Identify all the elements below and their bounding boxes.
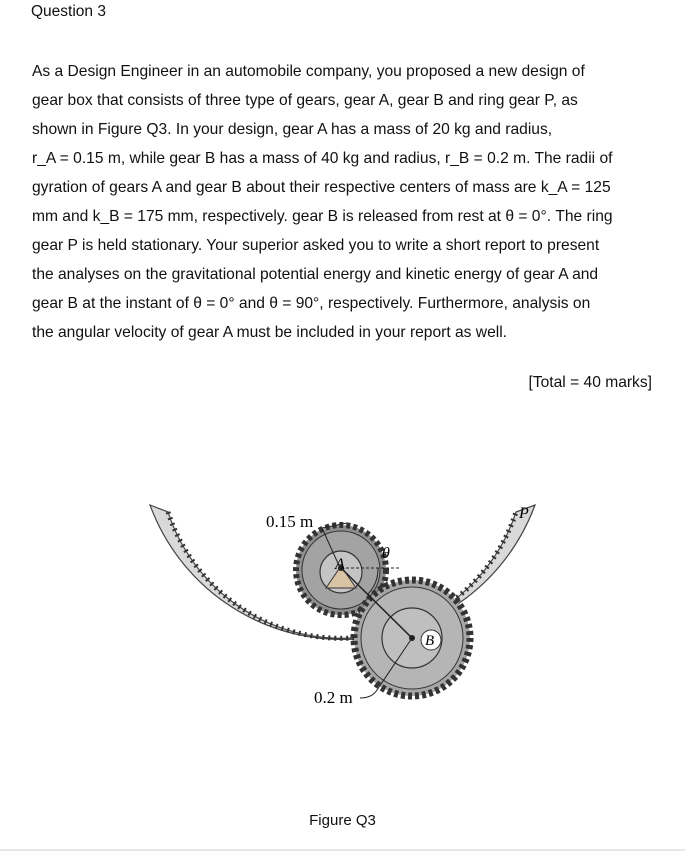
line-5: gyration of gears A and gear B about their respective centers of mass are k_A = 125: [32, 179, 611, 196]
line-9: gear B at the instant of θ = 0° and θ = 90°, respectively. Furthermore, analysis on: [32, 295, 591, 312]
gear-b-label: B: [425, 633, 435, 649]
line-3: shown in Figure Q3. In your design, gear A has a mass of 20 kg and radius,: [32, 121, 553, 138]
gear-a-label: A: [335, 556, 345, 573]
question-title: Question 3: [31, 3, 106, 20]
line-1: As a Design Engineer in an automobile company, you proposed a new design of: [32, 63, 585, 80]
divider: [0, 849, 685, 851]
line-4: r_A = 0.15 m, while gear B has a mass of 40 kg and radius, r_B = 0.2 m. The radii of: [32, 150, 613, 167]
radius-b-label: 0.2 m: [314, 688, 353, 707]
line-6: mm and k_B = 175 mm, respectively. gear B is released from rest at θ = 0°. The ring: [32, 208, 613, 225]
line-8: the analyses on the gravitational potential energy and kinetic energy of gear A and: [32, 266, 599, 283]
figure-caption: Figure Q3: [309, 812, 376, 829]
total-marks: [Total = 40 marks]: [528, 374, 652, 391]
radius-a-label: 0.15 m: [266, 512, 314, 531]
theta-label: θ: [382, 545, 390, 562]
figure-q3-diagram: [0, 480, 685, 800]
ring-gear-label: P: [519, 505, 529, 522]
line-10: the angular velocity of gear A must be included in your report as well.: [32, 324, 508, 341]
line-7: gear P is held stationary. Your superior asked you to write a short report to present: [32, 237, 600, 254]
problem-statement: [32, 57, 652, 347]
line-2: gear box that consists of three type of gears, gear A, gear B and ring gear P, as: [32, 92, 578, 109]
